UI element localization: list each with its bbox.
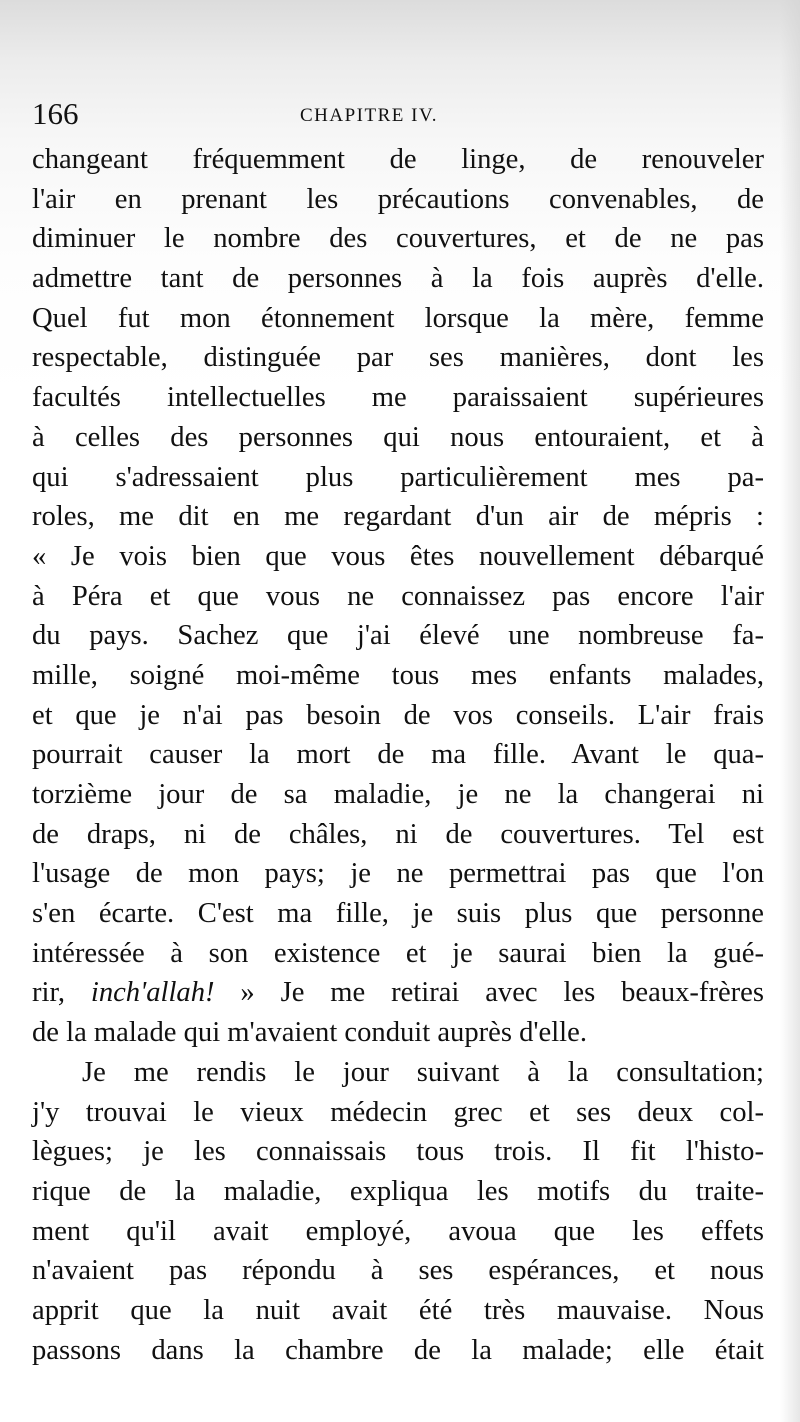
page-edge-shadow (780, 0, 800, 1422)
text-line: respectable, distinguée par ses manières, dont les (32, 342, 764, 374)
text-line: n'avaient pas répondu à ses espérances, et nous (32, 1255, 764, 1287)
text-line: mille, soigné moi-même tous mes enfants malades, (32, 659, 764, 691)
text-line: facultés intellectuelles me paraissaient supérieures (32, 382, 764, 414)
text-line: du pays. Sachez que j'ai élevé une nombreuse fa- (32, 620, 764, 652)
text-line: torzième jour de sa maladie, je ne la changerai ni (32, 779, 764, 810)
text-segment: » Je me retirai avec les beaux-frères (214, 977, 764, 1009)
text-line: changeant fréquemment de linge, de renouveler (32, 144, 764, 175)
italic-phrase: inch'allah! (90, 977, 215, 1009)
text-line: de draps, ni de châles, ni de couvertures. Tel est (32, 818, 764, 850)
text-line: lègues; je les connaissais tous trois. Il fit l'histo- (32, 1136, 764, 1168)
text-line: ment qu'il avait employé, avoua que les effets (32, 1215, 764, 1247)
text-line: admettre tant de personnes à la fois auprès d'elle. (32, 263, 764, 295)
text-line: intéressée à son existence et je saurai bien la gué- (32, 937, 764, 969)
text-line: pourrait causer la mort de ma fille. Avant le qua- (32, 739, 764, 771)
text-line: à celles des personnes qui nous entouraient, et à (32, 421, 764, 453)
text-line: apprit que la nuit avait été très mauvaise. Nous (32, 1294, 764, 1326)
text-line (32, 973, 764, 1013)
text-line: à Péra et que vous ne connaissez pas encore l'air (32, 580, 764, 612)
page-header (32, 96, 760, 136)
text-line: l'air en prenant les précautions convenables, de (32, 183, 764, 215)
paragraph-end-line: de la malade qui m'avaient conduit auprès d'elle. (32, 1017, 587, 1049)
page-number: 166 (32, 96, 79, 131)
text-line: « Je vois bien que vous êtes nouvellement débarqué (32, 540, 764, 572)
text-line: et que je n'ai pas besoin de vos conseils. L'air frais (32, 699, 764, 731)
text-line: s'en écarte. C'est ma fille, je suis plus que personne (32, 898, 764, 930)
text-segment: rir, (32, 977, 91, 1009)
text-line: qui s'adressaient plus particulièrement mes pa- (32, 461, 764, 493)
text-line: passons dans la chambre de la malade; elle était (32, 1334, 764, 1366)
running-head: CHAPITRE IV. (300, 105, 438, 126)
paragraph-start-line: Je me rendis le jour suivant à la consultation; (82, 1056, 764, 1088)
text-line: Quel fut mon étonnement lorsque la mère, femme (32, 302, 764, 334)
text-line: roles, me dit en me regardant d'un air de mépris : (32, 501, 764, 533)
body-text (32, 140, 764, 1370)
text-line: j'y trouvai le vieux médecin grec et ses deux col- (32, 1096, 764, 1128)
text-line: rique de la maladie, expliqua les motifs du traite- (32, 1175, 764, 1207)
text-line: diminuer le nombre des couvertures, et de ne pas (32, 223, 764, 255)
text-line: l'usage de mon pays; je ne permettrai pas que l'on (32, 858, 764, 890)
